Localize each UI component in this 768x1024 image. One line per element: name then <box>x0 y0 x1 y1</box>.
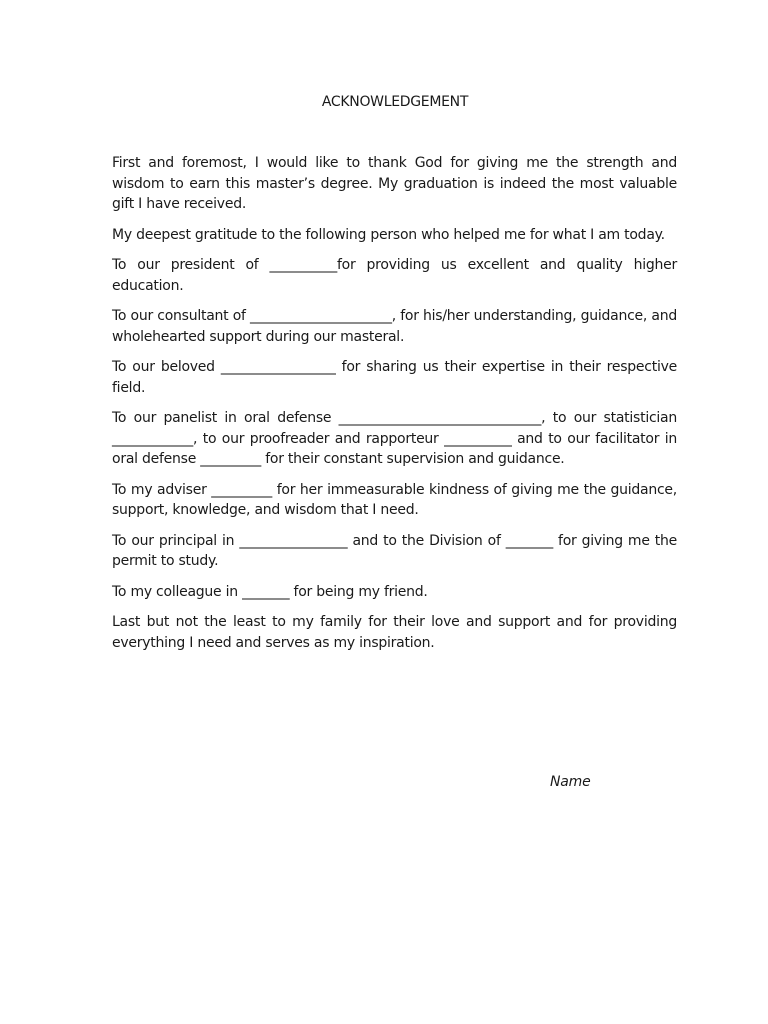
paragraph-principal: To our principal in ________________ and to the Division of _______ for giving me the permit to study. <box>112 532 677 569</box>
paragraph-consultant: To our consultant of _____________________, for his/her understanding, guidance, and wholehearted support during our masteral. <box>112 308 677 345</box>
paragraph-family: Last but not the least to my family for their love and support and for providing everything I need and serves as my inspiration. <box>112 614 677 651</box>
paragraph-thanks-god: First and foremost, I would like to thank God for giving me the strength and wisdom to earn this master’s degree. My graduation is indeed the most valuable gift I have received. <box>112 155 677 212</box>
paragraph-colleague: To my colleague in _______ for being my friend. <box>112 583 428 600</box>
document-body <box>112 153 677 663</box>
paragraph-adviser: To my adviser _________ for her immeasurable kindness of giving me the guidance, support, knowledge, and wisdom that I need. <box>112 481 677 518</box>
page-title: ACKNOWLEDGEMENT <box>321 94 469 110</box>
paragraph-beloved: To our beloved _________________ for sharing us their expertise in their respective field. <box>112 359 677 396</box>
paragraph-gratitude-intro: My deepest gratitude to the following person who helped me for what I am today. <box>112 226 665 243</box>
paragraph-panelist: To our panelist in oral defense ______________________________, to our statistician ____________, to our proofreader and rapporteur __________ and to our facilitator in oral defense _________ for their constant supervision and guidance. <box>112 410 677 467</box>
signature-name: Name <box>550 774 591 790</box>
paragraph-president: To our president of __________for providing us excellent and quality higher education. <box>112 257 677 294</box>
